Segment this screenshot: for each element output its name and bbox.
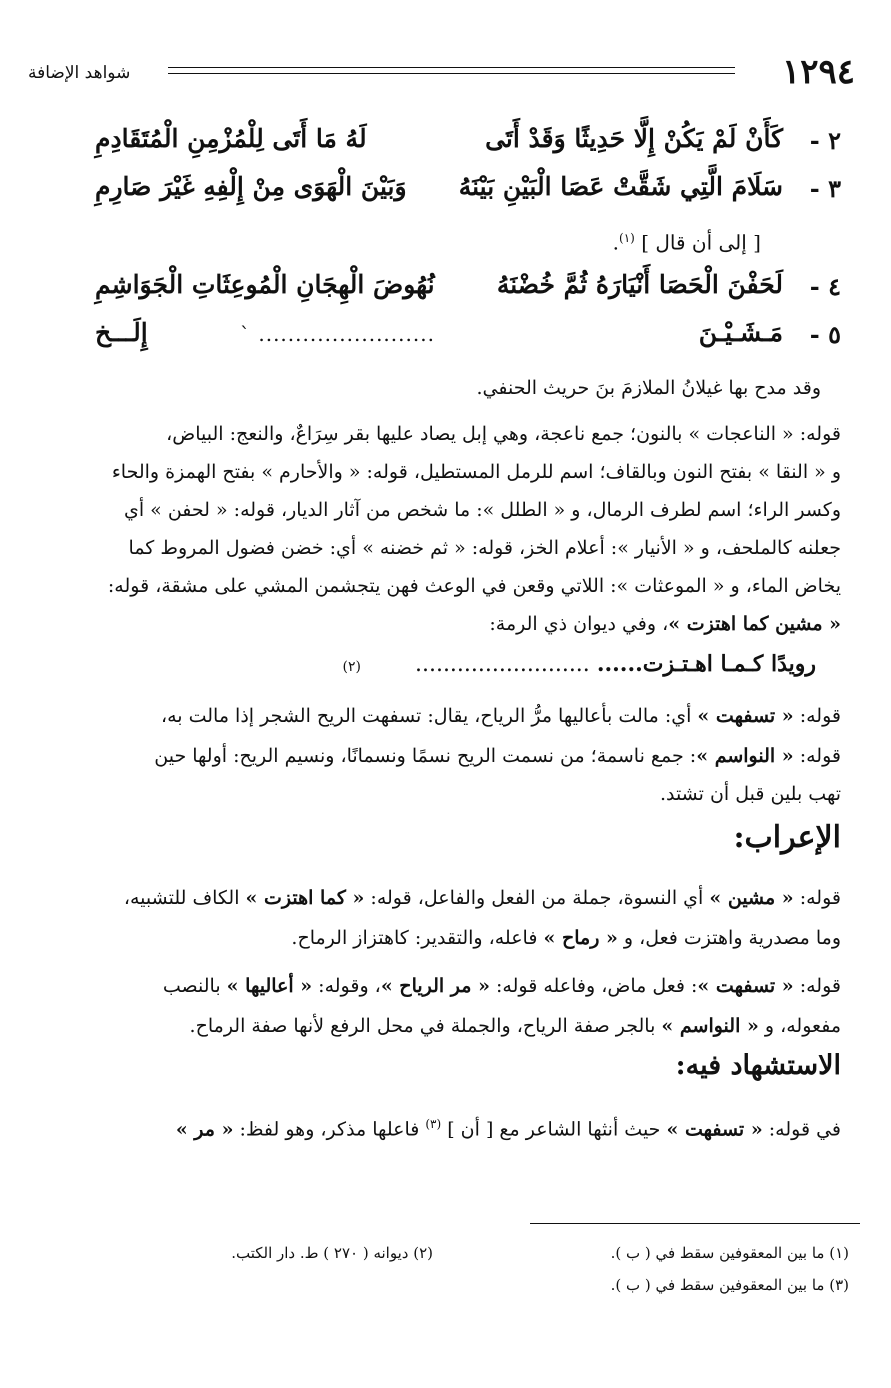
- verse-3: [95, 172, 841, 212]
- verse-4: [95, 270, 841, 310]
- paragraph-line: قوله: « النواسم »: جمع ناسمة؛ من نسمت الريح نسمًا ونسمانًا، ونسيم الريح: أولها حين: [154, 745, 841, 767]
- verse-number: ٣ -: [809, 174, 841, 203]
- interlude-note: [ إلى أن قال ] $^{(١)}$.: [612, 230, 761, 255]
- quoted-hemistich: رويدًا كـمـا اهـتـزت...... ......................... (٢): [342, 651, 816, 677]
- verse-number: ٤ -: [809, 272, 841, 301]
- footnote: (٣) ما بين المعقوفين سقط في ( ب ).: [610, 1276, 849, 1294]
- paragraph-line: قوله: « تسفهت » أي: مالت بأعاليها مرُّ الرياح، يقال: تسفهت الريح الشجر إذا مالت به،: [160, 705, 841, 727]
- verse-second-hemistich: نُهُوضَ الْهِجَانِ الْمُوعِثَاتِ الْجَوَاشِمِ: [95, 270, 435, 299]
- paragraph-line: يخاض الماء، و « الموعثات »: اللاتي وقعن في الوعث فهن يتجشمن المشي على مشقة، قوله:: [107, 575, 841, 597]
- chapter-title: شواهد الإضافة: [28, 63, 131, 83]
- paragraph-line: تهب بلين قبل أن تشتد.: [659, 783, 841, 805]
- verse-number: ٢ -: [809, 126, 841, 155]
- paragraph-line: و « النقا » بفتح النون وبالقاف؛ اسم للرمل المستطيل، قوله: « والأحارم » بفتح الهمزة والحاء: [111, 461, 841, 483]
- verse-second-hemistich: لَهُ مَا أَتَى لِلْمُزْمِنِ الْمُتَقَادِمِ: [95, 124, 367, 153]
- verse-first-hemistich: سَلَامَ الَّتِي شَقَّتْ عَصَا الْبَيْنِ بَيْنَهُ: [458, 172, 783, 201]
- running-header: [28, 52, 855, 92]
- paragraph-line: « مشين كما اهتزت »، وفي ديوان ذي الرمة:: [489, 613, 841, 635]
- verse-first-hemistich: لَحَفْنَ الْحَصَا أَنْيَارَهُ ثُمَّ خُضْنَهُ: [496, 270, 783, 299]
- page-number: ١٢٩٤: [781, 52, 855, 92]
- section-heading: الاستشهاد فيه:: [675, 1050, 841, 1081]
- paragraph-line: قوله: « مشين » أي النسوة، جملة من الفعل والفاعل، قوله: « كما اهتزت » الكاف للتشبيه،: [123, 887, 841, 909]
- verse-second-hemistich: إِلَـــخ: [95, 318, 148, 347]
- paragraph-line: قوله: « الناعجات » بالنون؛ جمع ناعجة، وهي إبل يصاد عليها بقر سِرَاعٌ، والنعج: البياض،: [166, 423, 841, 445]
- paragraph-line: مفعوله، و « النواسم » بالجر صفة الرياح، والجملة في محل الرفع لأنها صفة الرماح.: [189, 1015, 841, 1037]
- verse-2: [95, 124, 841, 164]
- footnote-ref: (١): [619, 231, 635, 245]
- paragraph-line: وكسر الراء؛ اسم لطرف الرمال، و « الطلل »: ما شخص من آثار الديار، قوله: « لحفن » أي: [123, 499, 841, 521]
- paragraph-line: وقد مدح بها غيلانُ الملازمَ بنَ حريث الحنفي.: [476, 377, 821, 399]
- verse-first-hemistich: مَـشَـيْـنَ: [698, 318, 783, 347]
- header-rule: [168, 67, 735, 68]
- paragraph-line: جعلنه كالملحف، و « الأنيار »: أعلام الخز، قوله: « ثم خضنه » أي: خضن فضول المروط كما: [128, 537, 841, 559]
- paragraph-line: وما مصدرية واهتزت فعل، و « رماح » فاعله، والتقدير: كاهتزاز الرماح.: [291, 927, 841, 949]
- verse-5: [95, 318, 841, 358]
- section-heading: الإعراب:: [733, 820, 841, 855]
- footnote-ref: (٢): [342, 659, 361, 675]
- verse-number: ٥ -: [809, 320, 841, 349]
- verse-first-hemistich: كَأَنْ لَمْ يَكُنْ إِلَّا حَدِيثًا وَقَدْ أَتَى: [485, 124, 783, 153]
- verse-second-hemistich: وَبَيْنَ الْهَوَى مِنْ إِلْفِهِ غَيْرَ صَارِمِ: [95, 172, 407, 201]
- ellipsis-dots: ........................ `: [240, 322, 435, 346]
- paragraph-line: قوله: « تسفهت »: فعل ماض، وفاعله قوله: « مر الرياح »، وقوله: « أعاليها » بالنصب: [162, 975, 841, 997]
- header-rule: [168, 73, 735, 74]
- footnote-rule: [530, 1223, 860, 1224]
- paragraph-line: في قوله: « تسفهت » حيث أنثها الشاعر مع [ أن ] $^{(٣)}$ فاعلها مذكر، وهو لفظ: « مر »: [175, 1117, 841, 1141]
- ellipsis-dots: .........................: [414, 652, 590, 677]
- footnote: (٢) ديوانه ( ٢٧٠ ) ط. دار الكتب.: [231, 1244, 433, 1262]
- footnote-ref: (٣): [425, 1117, 442, 1131]
- footnote: (١) ما بين المعقوفين سقط في ( ب ).: [610, 1244, 849, 1262]
